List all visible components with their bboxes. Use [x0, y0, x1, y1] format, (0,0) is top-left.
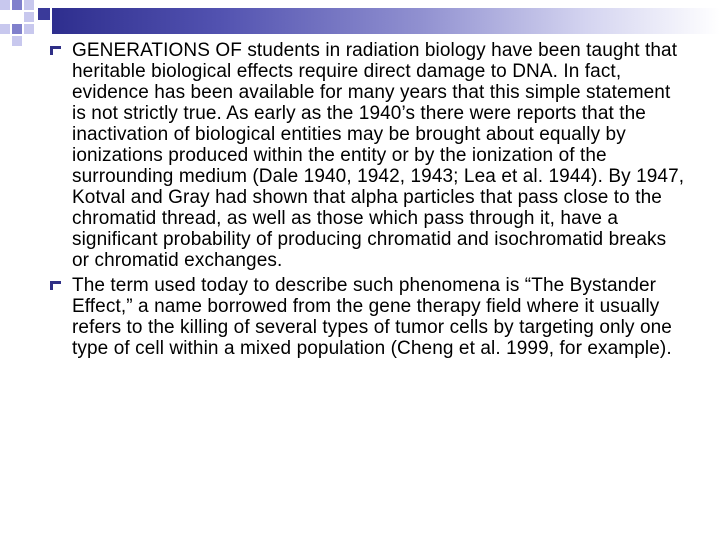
decor-square	[24, 24, 34, 34]
decor-square	[0, 24, 10, 34]
bullet-item-2	[48, 275, 688, 359]
decor-square	[24, 0, 34, 10]
bullet-text: The term used today to describe such phenomena is “The Bystander Effect,” a name borrowed from the gene therapy field where it usually refers to the killing of several types of tumor cells by targeting only one type of cell within a mixed population (Cheng et al. 1999, for example).	[72, 275, 672, 359]
decor-square	[38, 8, 50, 20]
bullet-item-1	[48, 40, 688, 271]
decor-square	[24, 12, 34, 22]
decor-square	[0, 0, 10, 10]
header-gradient-bar	[52, 8, 720, 34]
decor-square	[12, 36, 22, 46]
bullet-text: GENERATIONS OF students in radiation biology have been taught that heritable biological effects require direct damage to DNA. In fact, evidence has been available for many years that this simple statement is not strictly true. As early as the 1940’s there were reports that the inactivation of biological entities may be brought about equally by ionizations produced within the entity or by the ionization of the surrounding medium (Dale 1940, 1942, 1943; Lea et al. 1944). By 1947, Kotval and Gray had shown that alpha particles that pass close to the chromatid thread, as well as those which pass through it, have a significant probability of producing chromatid and isochromatid breaks or chromatid exchanges.	[72, 40, 685, 271]
decor-square	[12, 24, 22, 34]
decor-square	[12, 0, 22, 10]
slide-body	[48, 40, 688, 363]
